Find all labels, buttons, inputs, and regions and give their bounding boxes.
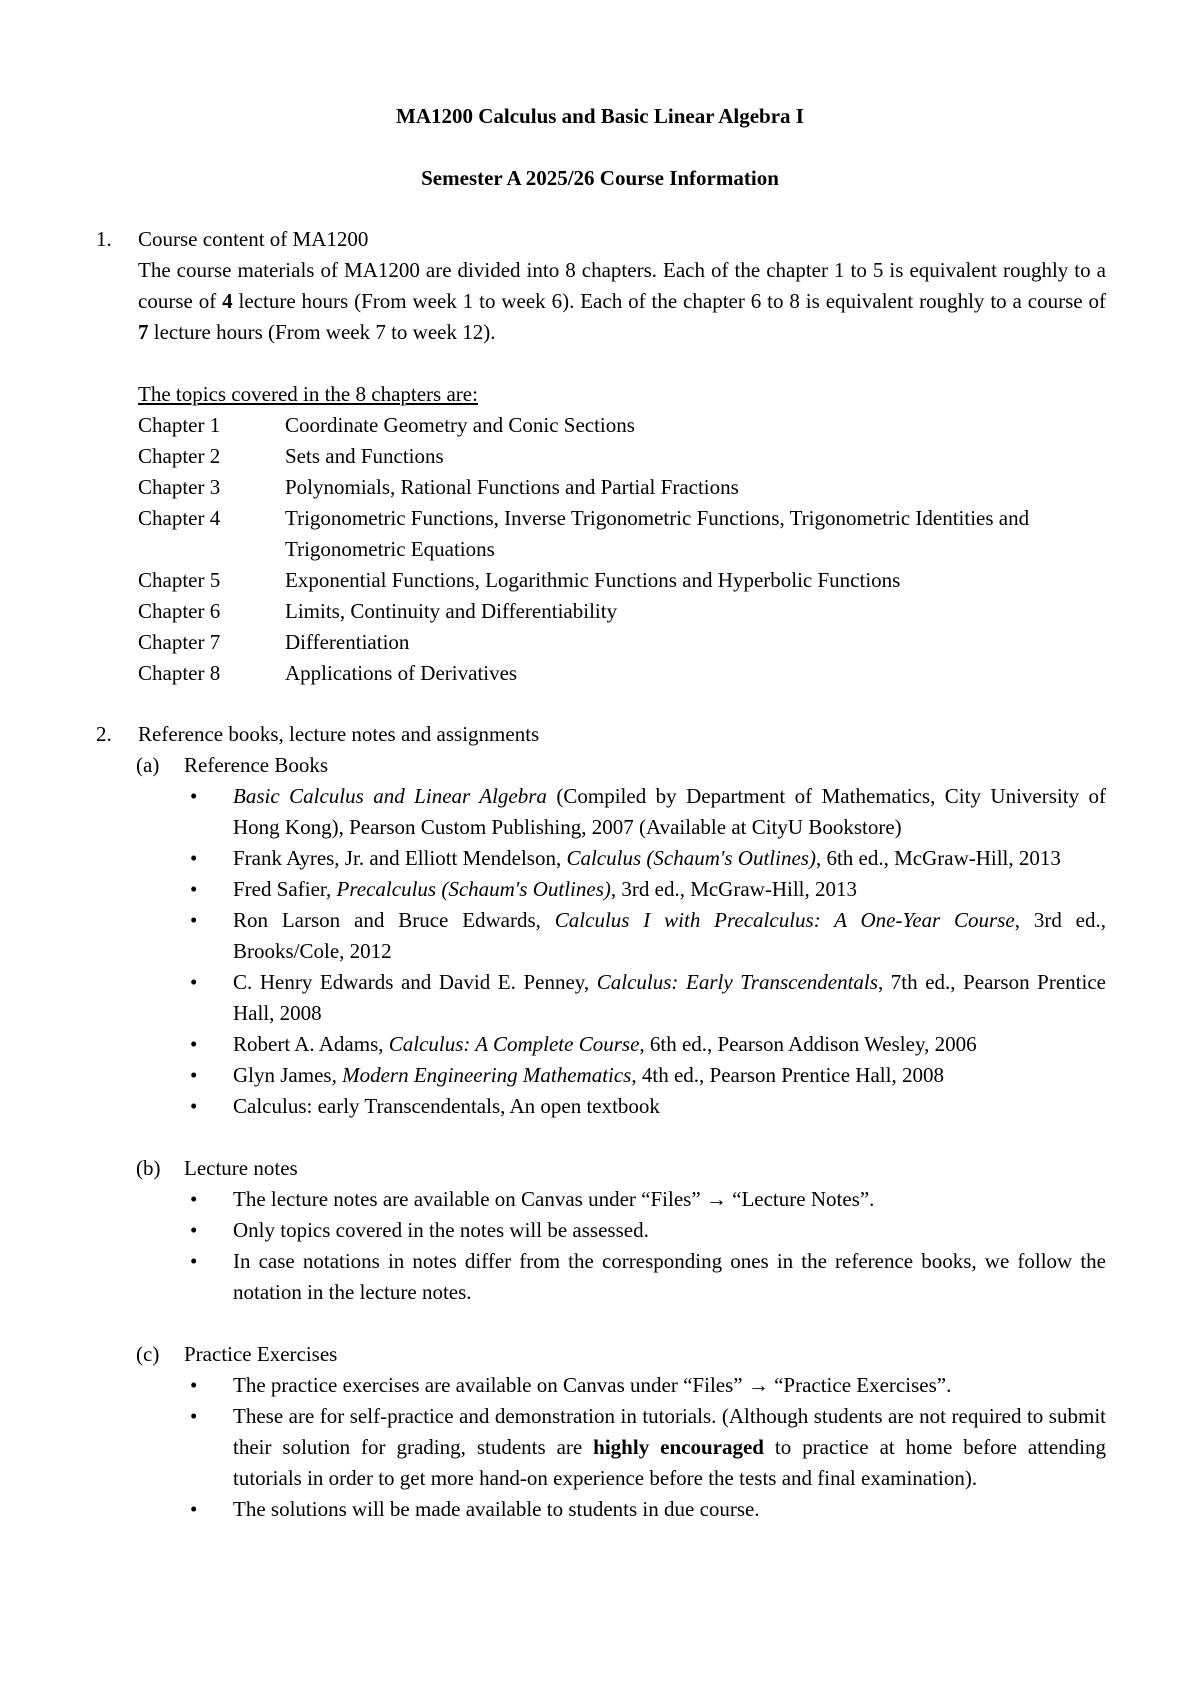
bullet-icon: • xyxy=(190,1063,198,1087)
bullet-icon: • xyxy=(190,1187,198,1211)
list-item-text: The lecture notes are available on Canvas under “Files” → “Lecture Notes”. xyxy=(233,1187,875,1211)
lecture-hours-value: 7 xyxy=(138,320,149,344)
list-item-text: Only topics covered in the notes will be assessed. xyxy=(233,1218,649,1242)
subsection-lecture-notes xyxy=(138,1153,1106,1308)
list-item xyxy=(186,781,1106,843)
book-title: Basic Calculus and Linear Algebra xyxy=(233,784,547,808)
bullet-icon: • xyxy=(190,908,198,932)
book-details: , 4th ed., Pearson Prentice Hall, 2008 xyxy=(631,1063,944,1087)
lecture-notes-list xyxy=(186,1184,1106,1308)
bullet-icon: • xyxy=(190,1373,198,1397)
subsection-practice-exercises xyxy=(138,1339,1106,1525)
bullet-icon: • xyxy=(190,877,198,901)
chapter-row xyxy=(138,596,1106,627)
chapter-label: Chapter 3 xyxy=(138,475,221,499)
bullet-icon: • xyxy=(190,1497,198,1521)
topics-heading: The topics covered in the 8 chapters are: xyxy=(138,382,478,406)
section-number: 2. xyxy=(96,722,112,746)
book-author: Fred Safier, xyxy=(233,877,337,901)
book-details: , 7th ed., Pearson Prentice Hall, 2008 xyxy=(233,970,1106,1025)
chapter-label: Chapter 6 xyxy=(138,599,221,623)
chapter-label: Chapter 8 xyxy=(138,661,221,685)
subsection-label: (a) xyxy=(136,753,160,777)
chapter-topic: Trigonometric Functions, Inverse Trigonometric Functions, Trigonometric Identities and Trigonometric Equations xyxy=(285,506,1030,561)
subsection-heading: Practice Exercises xyxy=(184,1342,338,1366)
list-item xyxy=(186,1060,1106,1091)
section-course-content xyxy=(96,224,1106,689)
chapter-topic: Coordinate Geometry and Conic Sections xyxy=(285,413,635,437)
list-item xyxy=(186,1184,1106,1215)
book-title: Calculus (Schaum's Outlines) xyxy=(566,846,816,870)
chapter-topic: Sets and Functions xyxy=(285,444,444,468)
chapter-row xyxy=(138,410,1106,441)
list-item-text: In case notations in notes differ from the corresponding ones in the reference books, we follow the notation in the lecture notes. xyxy=(233,1249,1106,1304)
chapter-label: Chapter 5 xyxy=(138,568,221,592)
list-item-text: These are for self-practice and demonstration in tutorials. (Although students are not required to submit their solution for grading, students are xyxy=(233,1404,1106,1459)
list-item xyxy=(186,843,1106,874)
subsection-reference-books xyxy=(138,750,1106,1122)
chapter-row xyxy=(138,441,1106,472)
section-number: 1. xyxy=(96,227,112,251)
practice-exercises-list xyxy=(186,1370,1106,1525)
chapter-label: Chapter 4 xyxy=(138,506,221,530)
list-item xyxy=(186,1029,1106,1060)
book-details: , 6th ed., Pearson Addison Wesley, 2006 xyxy=(639,1032,977,1056)
chapter-topic: Limits, Continuity and Differentiability xyxy=(285,599,618,623)
list-item xyxy=(186,1494,1106,1525)
chapter-topic: Differentiation xyxy=(285,630,410,654)
book-title: Calculus: A Complete Course xyxy=(388,1032,640,1056)
list-item xyxy=(186,905,1106,967)
chapter-row xyxy=(138,503,1106,565)
bullet-icon: • xyxy=(190,970,198,994)
chapter-row xyxy=(138,627,1106,658)
document-subtitle: Semester A 2025/26 Course Information xyxy=(421,166,779,190)
list-item xyxy=(186,1246,1106,1308)
chapter-label: Chapter 7 xyxy=(138,630,221,654)
book-author: Glyn James, xyxy=(233,1063,343,1087)
course-content-paragraph xyxy=(138,255,1106,348)
chapter-list xyxy=(138,410,1106,689)
bullet-icon: • xyxy=(190,846,198,870)
chapter-topic: Applications of Derivatives xyxy=(285,661,518,685)
paragraph-text: lecture hours (From week 7 to week 12). xyxy=(148,320,496,344)
section-references xyxy=(96,719,1106,1525)
paragraph-text: lecture hours (From week 1 to week 6). Each of the chapter 6 to 8 is equivalent roughly to a course of xyxy=(232,289,1106,313)
book-author: C. Henry Edwards and David E. Penney, xyxy=(233,970,597,994)
reference-book-list xyxy=(186,781,1106,1122)
emphasis-text: highly encouraged xyxy=(593,1435,764,1459)
bullet-icon: • xyxy=(190,1249,198,1273)
book-title: Modern Engineering Mathematics xyxy=(342,1063,632,1087)
list-item-text: The practice exercises are available on Canvas under “Files” → “Practice Exercises”. xyxy=(233,1373,952,1397)
chapter-row xyxy=(138,658,1106,689)
list-item xyxy=(186,1401,1106,1494)
subsection-heading: Lecture notes xyxy=(184,1156,298,1180)
book-details: , 3rd ed., McGraw-Hill, 2013 xyxy=(610,877,857,901)
book-author: Calculus: early Transcendentals, An open textbook xyxy=(233,1094,660,1118)
section-heading: Reference books, lecture notes and assignments xyxy=(138,722,540,746)
book-title: Calculus: Early Transcendentals xyxy=(596,970,878,994)
list-item xyxy=(186,874,1106,905)
section-heading: Course content of MA1200 xyxy=(138,227,369,251)
bullet-icon: • xyxy=(190,1032,198,1056)
subsection-heading: Reference Books xyxy=(184,753,329,777)
document-title: MA1200 Calculus and Basic Linear Algebra I xyxy=(396,104,804,128)
chapter-label: Chapter 2 xyxy=(138,444,221,468)
chapter-row xyxy=(138,472,1106,503)
book-details: , 3rd ed., Brooks/Cole, 2012 xyxy=(233,908,1106,963)
list-item xyxy=(186,1370,1106,1401)
book-author: Frank Ayres, Jr. and Elliott Mendelson, xyxy=(233,846,567,870)
chapter-row xyxy=(138,565,1106,596)
list-item-text: The solutions will be made available to students in due course. xyxy=(233,1497,760,1521)
bullet-icon: • xyxy=(190,1218,198,1242)
lecture-hours-value: 4 xyxy=(222,289,233,313)
bullet-icon: • xyxy=(190,1094,198,1118)
chapter-label: Chapter 1 xyxy=(138,413,221,437)
book-title: Precalculus (Schaum's Outlines) xyxy=(336,877,611,901)
subsection-label: (c) xyxy=(136,1342,160,1366)
bullet-icon: • xyxy=(190,1404,198,1428)
subsection-label: (b) xyxy=(136,1156,161,1180)
book-author: Robert A. Adams, xyxy=(233,1032,389,1056)
list-item-text: to practice at home before attending tutorials in order to get more hand-on experience before the tests and final examination). xyxy=(233,1435,1106,1490)
book-author: Ron Larson and Bruce Edwards, xyxy=(233,908,555,932)
paragraph-text: The course materials of MA1200 are divided into 8 chapters. Each of the chapter 1 to 5 is equivalent roughly to a course of xyxy=(138,258,1106,313)
chapter-topic: Exponential Functions, Logarithmic Functions and Hyperbolic Functions xyxy=(285,568,901,592)
chapter-topic: Polynomials, Rational Functions and Partial Fractions xyxy=(285,475,739,499)
book-details: (Compiled by Department of Mathematics, City University of Hong Kong), Pearson Custom Publishing, 2007 (Available at CityU Bookstore) xyxy=(233,784,1107,839)
bullet-icon: • xyxy=(190,784,198,808)
book-title: Calculus I with Precalculus: A One-Year Course xyxy=(554,908,1015,932)
book-details: , 6th ed., McGraw-Hill, 2013 xyxy=(815,846,1061,870)
list-item xyxy=(186,967,1106,1029)
list-item xyxy=(186,1215,1106,1246)
list-item xyxy=(186,1091,1106,1122)
